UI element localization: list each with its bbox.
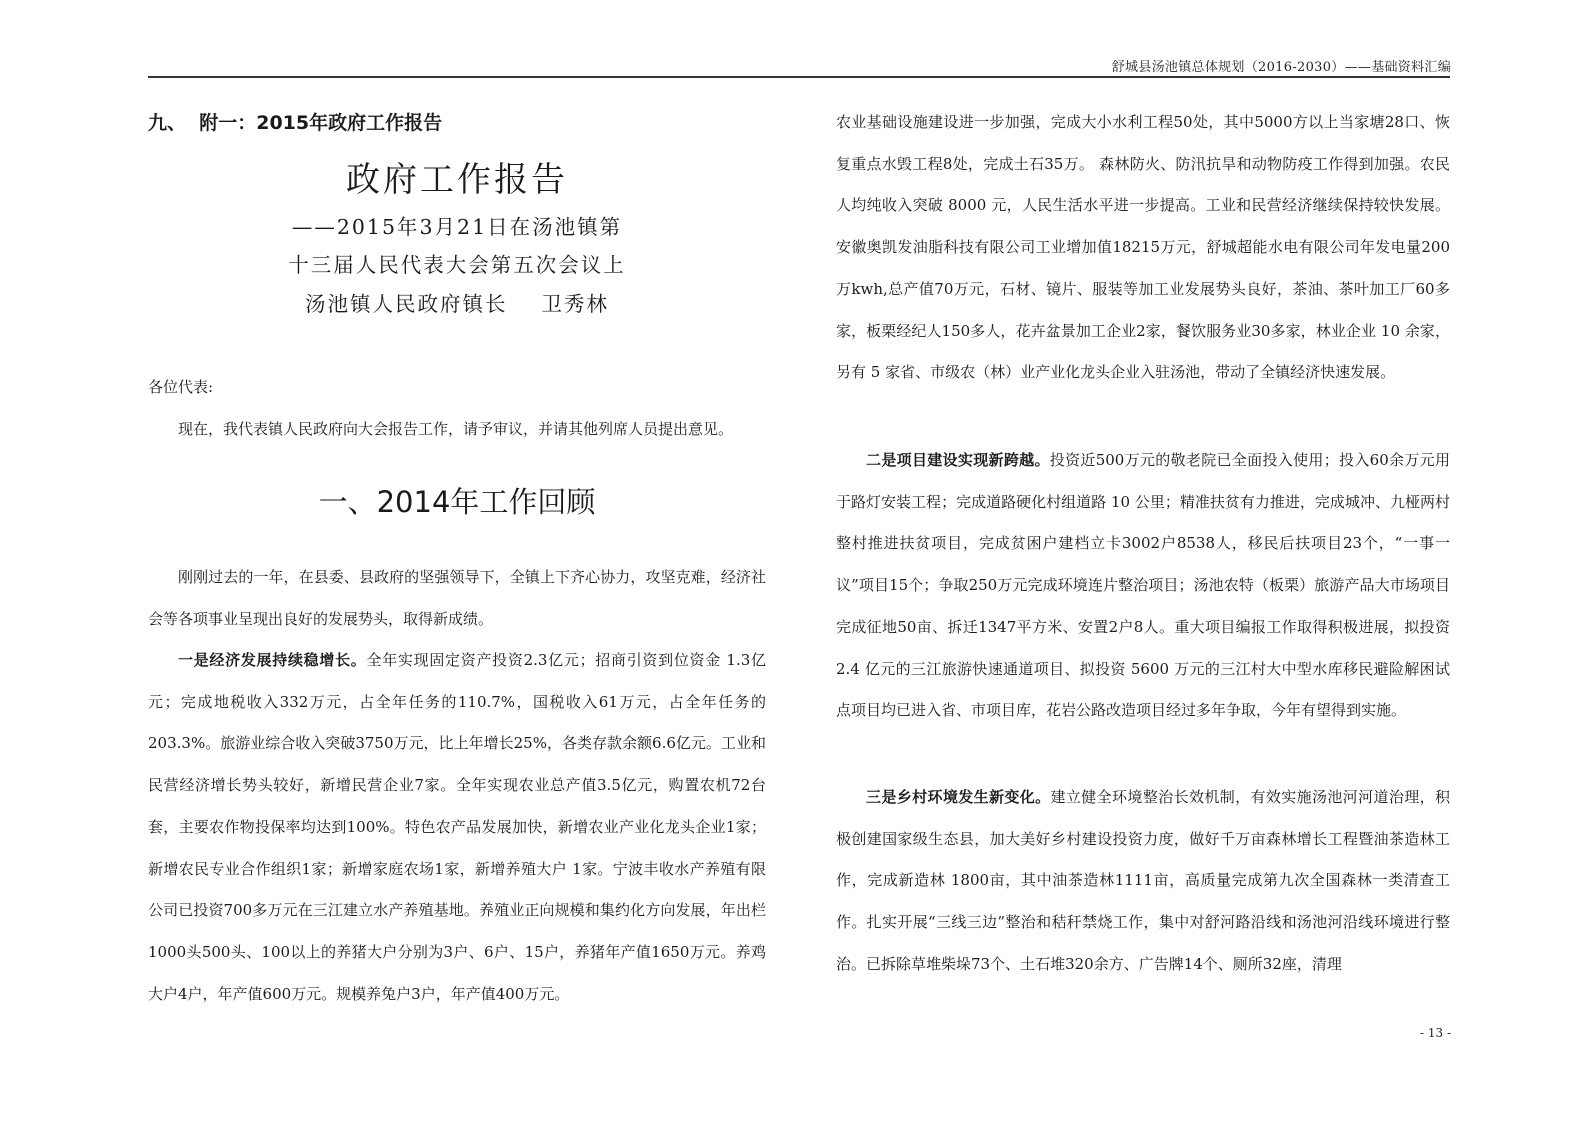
economy-lead: 一是经济发展持续稳增长。 [178, 651, 367, 669]
subtitle-speaker: 汤池镇人民政府镇长 卫秀林 [304, 292, 610, 316]
economy-continued-paragraph: 农业基础设施建设进一步加强，完成大小水利工程50处，其中5000方以上当家塘28口、恢复重点水毁工程8处，完成土石35万。 森林防火、防汛抗旱和动物防疫工作得到加强。农民人均纯收入突破 8000 元，人民生活水平进一步提高。工业和民营经济继续保持较快发展。安徽奥凯发油脂科技有限公司工业增加值18215万元，舒城超能水电有限公司年发电量200万kwh,总产值70万元，石材、镜片、服装等加工业发展势头良好，茶油、茶叶加工厂60多家，板栗经纪人150多人，花卉盆景加工企业2家，餐饮服务业30多家，林业企业 10 余家，另有 5 家省、市级农（林）业产业化龙头企业入驻汤池，带动了全镇经济快速发展。 [836, 113, 1450, 382]
subtitle-date: ——2015年3月21日在汤池镇第 [291, 215, 623, 239]
environment-lead: 三是乡村环境发生新变化。 [866, 788, 1051, 806]
projects-body: 投资近500万元的敬老院已全面投入使用；投入60余万元用于路灯安装工程；完成道路硬化村组道路 10 公里；精准扶贫有力推进，完成城冲、九桠两村整村推进扶贫项目，完成贫困户建档立卡3002户8538人，移民后扶项目23个，“一事一议”项目15个；争取250万元完成环境连片整治项目；汤池农特（板栗）旅游产品大市场项目完成征地50亩、拆迁1347平方米、安置2户8人。重大项目编报工作取得积极进展，拟投资 2.4 亿元的三江旅游快速通道项目、拟投资 5600 万元的三江村大中型水库移民避险解困试点项目均已进入省、市项目库，花岩公路改造项目经过多年争取，今年有望得到实施。 [836, 451, 1450, 720]
subtitle-meeting: 十三届人民代表大会第五次会议上 [288, 253, 626, 277]
environment-paragraph [836, 777, 1450, 986]
projects-paragraph [836, 440, 1450, 732]
section-heading: 九、 附一：2015年政府工作报告 [148, 112, 443, 134]
review-paragraph: 刚刚过去的一年，在县委、县政府的坚强领导下，全镇上下齐心协力，攻坚克难，经济社会等各项事业呈现出良好的发展势头，取得新成绩。 [148, 568, 766, 628]
document-title: 政府工作报告 [346, 160, 568, 200]
header-divider [148, 76, 1450, 78]
economy-paragraph [148, 640, 766, 1015]
salutation: 各位代表: [148, 378, 214, 396]
projects-lead: 二是项目建设实现新跨越。 [866, 451, 1050, 469]
intro-paragraph: 现在，我代表镇人民政府向大会报告工作，请予审议，并请其他列席人员提出意见。 [178, 420, 734, 438]
page-number: - 13 - [1419, 1026, 1451, 1040]
running-header: 舒城县汤池镇总体规划（2016-2030）——基础资料汇编 [1111, 60, 1451, 75]
chapter-heading: 一、2014年工作回顾 [318, 485, 596, 519]
environment-body: 建立健全环境整治长效机制，有效实施汤池河河道治理，积极创建国家级生态县，加大美好乡村建设投资力度，做好千万亩森林增长工程暨油茶造林工作，完成新造林 1800亩，其中油茶造林1111亩，高质量完成第九次全国森林一类清查工作。扎实开展“三线三边”整治和秸秆禁烧工作，集中对舒河路沿线和汤池河沿线环境进行整治。已拆除草堆柴垛73个、土石堆320余方、广告牌14个、厕所32座，清理 [836, 788, 1450, 973]
economy-body: 全年实现固定资产投资2.3亿元；招商引资到位资金 1.3亿元；完成地税收入332万元，占全年任务的110.7%，国税收入61万元，占全年任务的203.3%。旅游业综合收入突破3750万元，比上年增长25%，各类存款余额6.6亿元。工业和民营经济增长势头较好，新增民营企业7家。全年实现农业总产值3.5亿元，购置农机72台套，主要农作物投保率均达到100%。特色农产品发展加快，新增农业产业化龙头企业1家；新增农民专业合作组织1家；新增家庭农场1家，新增养殖大户 1家。宁波丰收水产养殖有限公司已投资700多万元在三江建立水产养殖基地。养殖业正向规模和集约化方向发展，年出栏1000头500头、100以上的养猪大户分别为3户、6户、15户，养猪年产值1650万元。养鸡大户4户，年产值600万元。规模养兔户3户，年产值400万元。 [148, 651, 766, 1003]
